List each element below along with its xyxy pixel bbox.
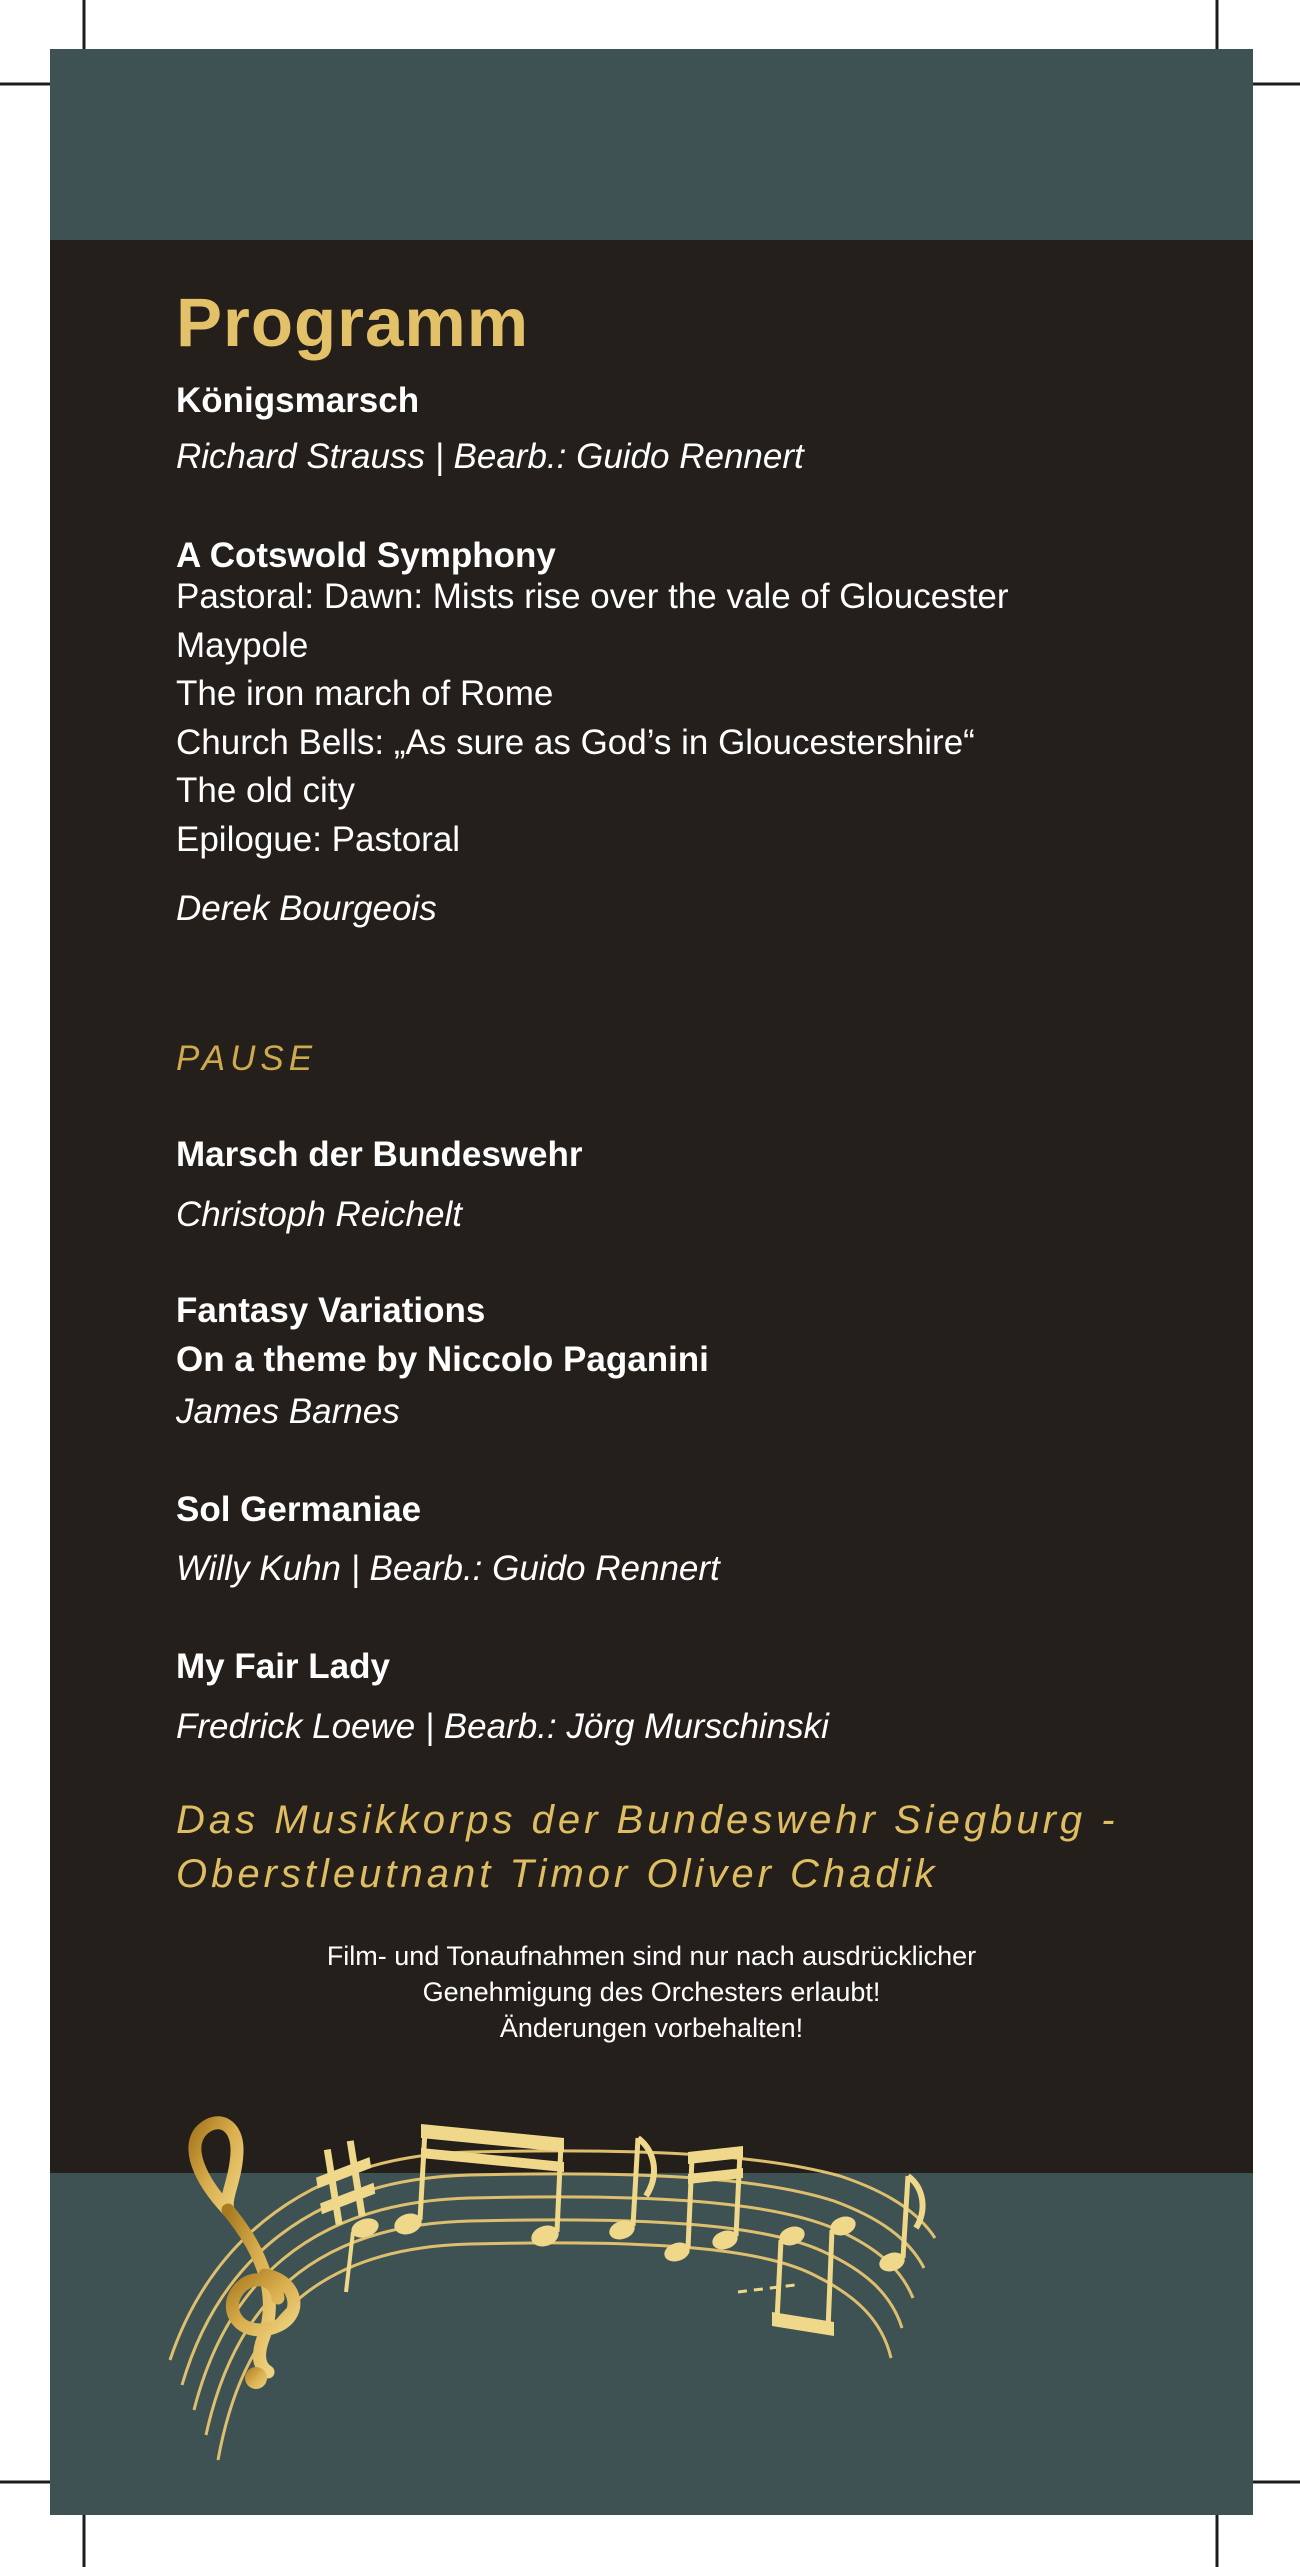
piece-composer: Christoph Reichelt	[176, 1195, 462, 1234]
piece-title: Marsch der Bundeswehr	[176, 1135, 583, 1174]
movement-line: Church Bells: „As sure as God’s in Gloucestershire“	[176, 722, 975, 762]
piece-title: Sol Germaniae	[176, 1490, 422, 1529]
movement-line: Maypole	[176, 625, 309, 665]
recording-notice	[50, 1938, 1253, 2046]
movement-list	[176, 573, 1009, 864]
music-notes	[346, 2124, 923, 2336]
ensemble-line	[176, 1793, 1119, 1901]
piece-title: Fantasy Variations	[176, 1291, 486, 1330]
notice-line: Änderungen vorbehalten!	[499, 2013, 804, 2043]
piece-composer: Fredrick Loewe | Bearb.: Jörg Murschinski	[176, 1707, 829, 1746]
piece-composer: Richard Strauss | Bearb.: Guido Rennert	[176, 437, 804, 476]
notice-line: Genehmigung des Orchesters erlaubt!	[422, 1977, 881, 2007]
header-band	[50, 49, 1253, 240]
staff-lines	[170, 2151, 935, 2460]
piece-title-block	[176, 1287, 709, 1384]
interlude-label: PAUSE	[176, 1039, 318, 1078]
program-card	[50, 49, 1253, 2515]
movement-line: The old city	[176, 771, 355, 810]
movement-line: The iron march of Rome	[176, 674, 554, 713]
piece-composer: Derek Bourgeois	[176, 889, 437, 928]
conductor-name: Oberstleutnant Timor Oliver Chadik	[176, 1852, 939, 1896]
notice-line: Film- und Tonaufnahmen sind nur nach ausdrücklicher	[326, 1941, 977, 1971]
movement-line: Epilogue: Pastoral	[176, 819, 461, 859]
treble-clef-icon	[195, 2123, 294, 2389]
piece-title: Königsmarsch	[176, 381, 420, 420]
piece-composer: James Barnes	[176, 1392, 400, 1431]
piece-subtitle: On a theme by Niccolo Paganini	[176, 1339, 709, 1379]
piece-title: My Fair Lady	[176, 1647, 390, 1686]
music-notes-graphic	[140, 2060, 1020, 2480]
movement-line: Pastoral: Dawn: Mists rise over the vale of Gloucester	[176, 577, 1009, 616]
ensemble-name: Das Musikkorps der Bundeswehr Siegburg -	[176, 1798, 1119, 1842]
piece-title: A Cotswold Symphony	[176, 536, 556, 575]
page-title: Programm	[176, 284, 530, 361]
piece-composer: Willy Kuhn | Bearb.: Guido Rennert	[176, 1549, 720, 1588]
